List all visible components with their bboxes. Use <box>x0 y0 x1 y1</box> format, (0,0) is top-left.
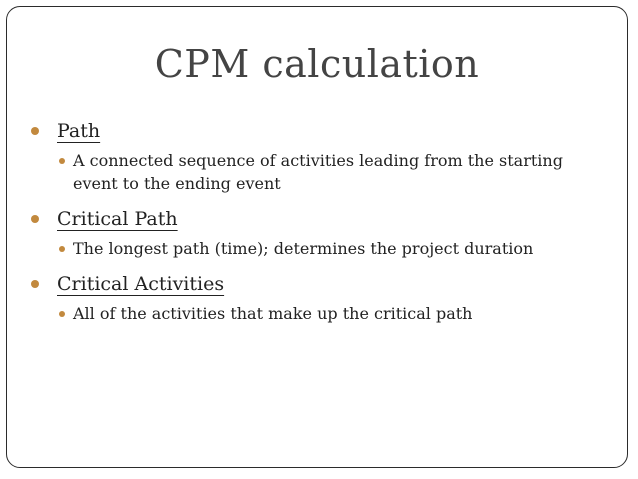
bullet-label: Critical Path <box>57 208 178 230</box>
sub-bullet-list <box>57 237 611 260</box>
bullet-dot-icon <box>31 280 39 288</box>
sub-bullet-item <box>57 237 611 260</box>
sub-bullet-dot-icon <box>59 311 65 317</box>
sub-bullet-dot-icon <box>59 158 65 164</box>
sub-bullet-text: A connected sequence of activities leading from the starting event to the ending event <box>73 151 563 193</box>
bullet-label: Path <box>57 120 101 142</box>
sub-bullet-text: All of the activities that make up the critical path <box>73 304 473 323</box>
slide-frame <box>6 6 628 468</box>
bullet-list <box>31 119 611 325</box>
bullet-item-critical-activities <box>31 272 611 325</box>
bullet-item-path <box>31 119 611 195</box>
slide-title: CPM calculation <box>154 42 480 86</box>
sub-bullet-list <box>57 302 611 325</box>
bullet-label: Critical Activities <box>57 273 225 295</box>
bullet-dot-icon <box>31 127 39 135</box>
sub-bullet-text: The longest path (time); determines the project duration <box>73 239 534 258</box>
sub-bullet-list <box>57 149 611 195</box>
bullet-item-critical-path <box>31 207 611 260</box>
sub-bullet-item <box>57 302 611 325</box>
sub-bullet-dot-icon <box>59 246 65 252</box>
bullet-dot-icon <box>31 215 39 223</box>
sub-bullet-item <box>57 149 611 195</box>
